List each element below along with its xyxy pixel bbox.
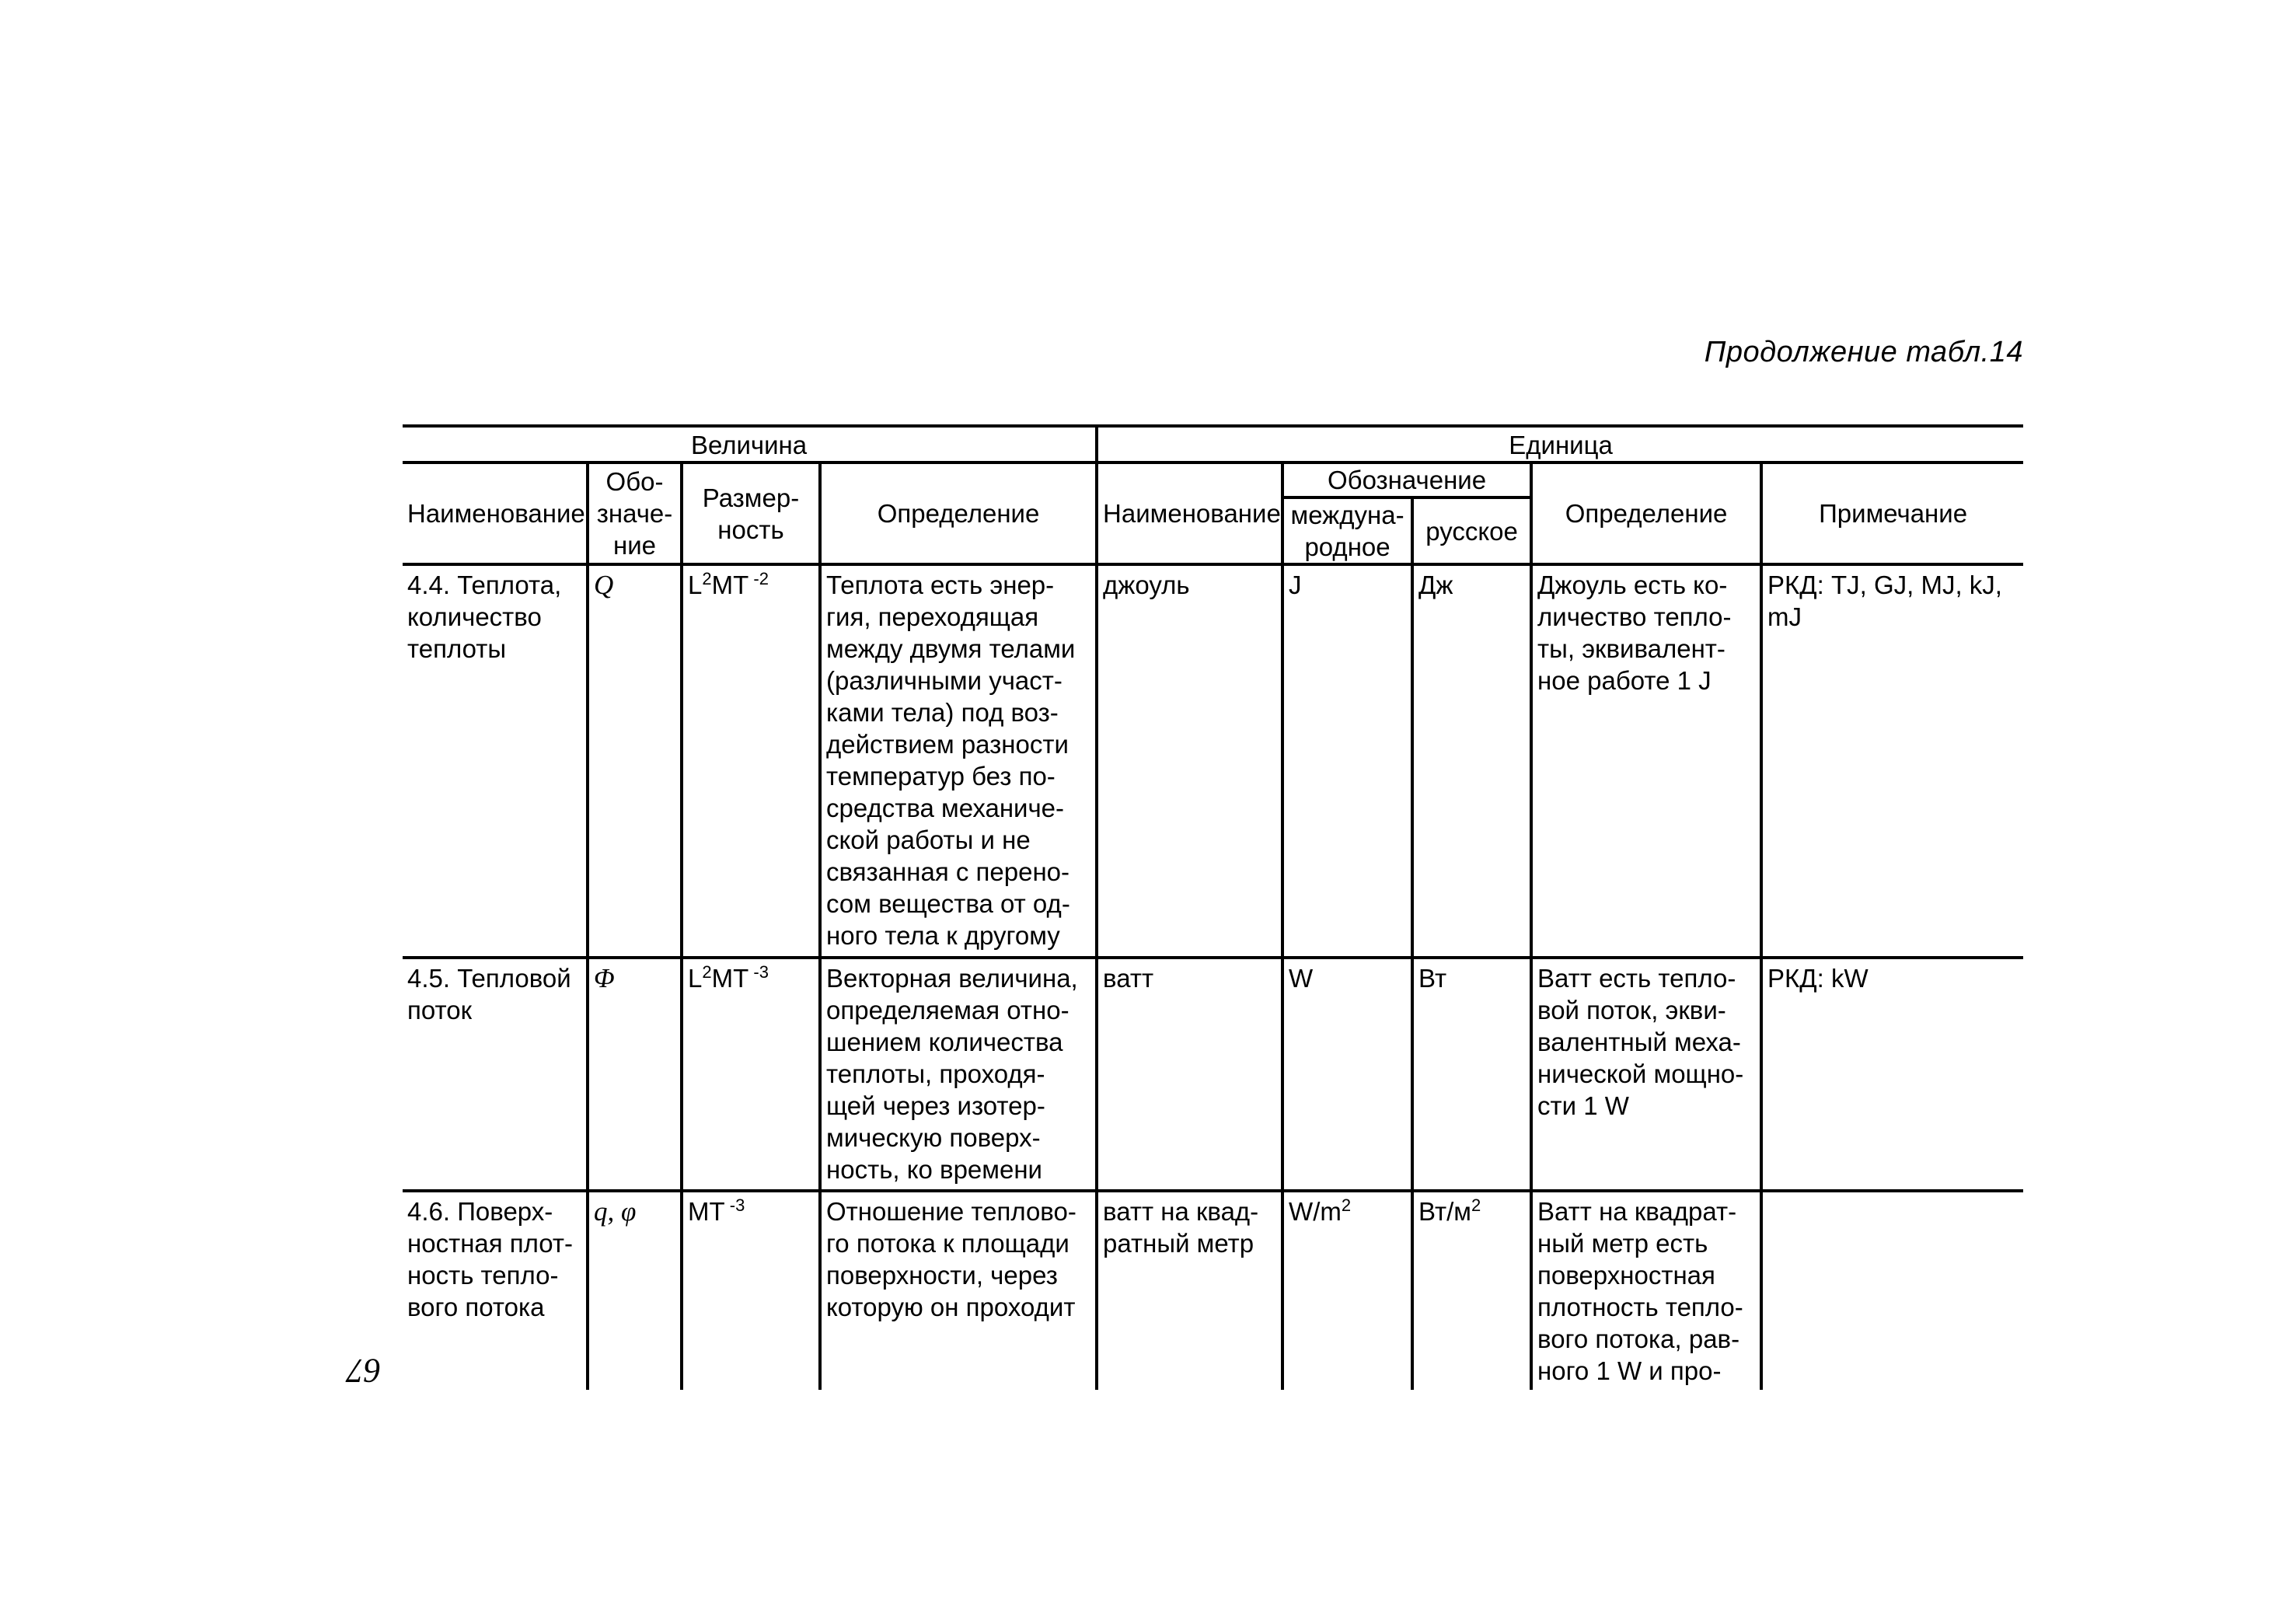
unit-group-header: Единица — [1097, 426, 2023, 462]
cell-definition: Векторная величина, определяемая отно- шением количества теплоты, проходя- щей через изотер- мическую поверх- ность, ко времени — [820, 958, 1097, 1191]
cell-dimension — [682, 958, 820, 1191]
header-russian: русское — [1412, 497, 1531, 564]
cell-unit-definition: Ватт есть тепло- вой поток, экви- валентный меха- нической мощно- сти 1 W — [1531, 958, 1761, 1191]
cell-symbol — [588, 958, 682, 1191]
header-unit-definition: Определение — [1531, 462, 1761, 564]
unit-exponent: 2 — [1471, 1195, 1481, 1215]
cell-international: W — [1282, 958, 1412, 1191]
cell-unit-definition: Джоуль есть ко- личество тепло- ты, эквивалент- ное работе 1 J — [1531, 564, 1761, 958]
table-row — [403, 564, 2023, 958]
cell-russian: Дж — [1412, 564, 1531, 958]
dimension-base: L — [688, 571, 703, 599]
unit-base: W/m — [1289, 1197, 1342, 1226]
cell-note — [1761, 1191, 2023, 1390]
table-row — [403, 1191, 2023, 1390]
header-symbol: Обо- значе- ние — [588, 462, 682, 564]
cell-dimension — [682, 564, 820, 958]
cell-unit-name: джоуль — [1097, 564, 1282, 958]
dimension-exponent: -3 — [724, 1195, 745, 1215]
header-unit-name: Наименование — [1097, 462, 1282, 564]
dimension-base: L — [688, 964, 703, 993]
header-designation: Обозначение — [1282, 462, 1531, 497]
cell-name: 4.5. Тепловой поток — [403, 958, 588, 1191]
quantity-group-header: Величина — [403, 426, 1097, 462]
dimension-exponent: 2 — [702, 962, 712, 982]
page-number: 67 — [347, 1352, 381, 1390]
cell-unit-name: ватт на квад- ратный метр — [1097, 1191, 1282, 1390]
unit-base: Вт/м — [1418, 1197, 1471, 1226]
unit-exponent: 2 — [1341, 1195, 1352, 1215]
header-dimension: Размер- ность — [682, 462, 820, 564]
cell-international: J — [1282, 564, 1412, 958]
cell-unit-name: ватт — [1097, 958, 1282, 1191]
dimension-exponent: 2 — [702, 569, 712, 588]
header-note: Примечание — [1761, 462, 2023, 564]
cell-russian — [1412, 1191, 1531, 1390]
cell-name: 4.6. Поверх- ностная плот- ность тепло- вого потока — [403, 1191, 588, 1390]
cell-note: РКД: kW — [1761, 958, 2023, 1191]
header-name: Наименование — [403, 462, 588, 564]
dimension-mid: MT — [711, 964, 749, 993]
table-row — [403, 958, 2023, 1191]
units-table-container — [403, 424, 2023, 1390]
cell-definition: Теплота есть энер- гия, переходящая между двумя телами (различными участ- ками тела) под воз- действием разности температур без по- средства механиче- ской работы и не связанная с перено- сом вещества от од- ного тела к другому — [820, 564, 1097, 958]
dimension-exponent: -2 — [748, 569, 769, 588]
dimension-mid: MT — [688, 1197, 725, 1226]
quantity-symbol: Φ — [594, 963, 615, 993]
cell-definition: Отношение теплово- го потока к площади поверхности, через которую он проходит — [820, 1191, 1097, 1390]
header-definition: Определение — [820, 462, 1097, 564]
table-caption: Продолжение табл.14 — [1704, 336, 2023, 368]
cell-note: РКД: TJ, GJ, MJ, kJ, mJ — [1761, 564, 2023, 958]
group-header-row — [403, 426, 2023, 462]
cell-international — [1282, 1191, 1412, 1390]
cell-name: 4.4. Теплота, количество теплоты — [403, 564, 588, 958]
dimension-exponent: -3 — [748, 962, 769, 982]
dimension-mid: MT — [711, 571, 749, 599]
units-table — [403, 424, 2023, 1390]
quantity-symbol: q, φ — [594, 1196, 637, 1227]
cell-symbol — [588, 1191, 682, 1390]
quantity-symbol: Q — [594, 570, 614, 600]
cell-dimension — [682, 1191, 820, 1390]
cell-russian: Вт — [1412, 958, 1531, 1191]
header-international: междуна- родное — [1282, 497, 1412, 564]
column-header-row — [403, 462, 2023, 497]
cell-symbol — [588, 564, 682, 958]
cell-unit-definition: Ватт на квадрат- ный метр есть поверхностная плотность тепло- вого потока, рав- ного 1 W и про- — [1531, 1191, 1761, 1390]
